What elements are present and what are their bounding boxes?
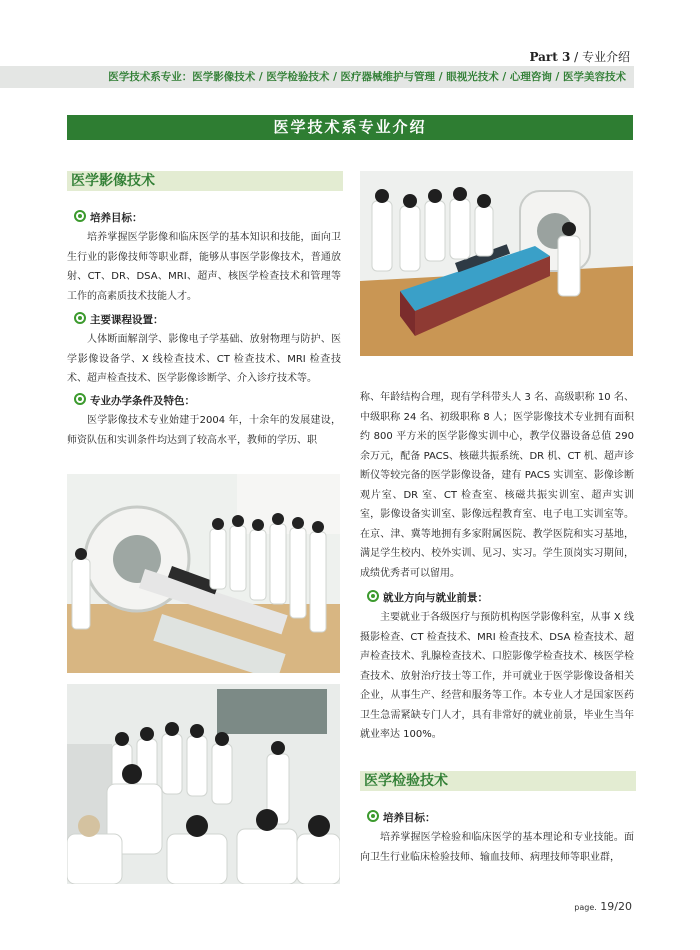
page-prefix: page.: [574, 903, 597, 912]
courses-heading: [74, 312, 164, 327]
lab-goal-heading: [367, 810, 436, 825]
page-number: [574, 900, 632, 913]
majors-bar: [0, 66, 634, 88]
page-number-value: 19/20: [600, 900, 632, 913]
part-label: [529, 48, 630, 65]
bullet-icon: [74, 210, 86, 222]
students-lab-illustration: [67, 684, 340, 884]
bullet-icon: [367, 810, 379, 822]
part-title: / 专业介绍: [574, 50, 630, 64]
goal-heading-text: 培养目标：: [90, 212, 143, 224]
section-title-imaging: 医学影像技术: [67, 171, 343, 191]
conditions-heading: [74, 393, 195, 408]
lab-goal-text: 培养掌握医学检验和临床医学的基本理论和专业技能。面向卫生行业临床检验技师、输血技师、病理技师等职业群，: [360, 832, 634, 863]
bullet-icon: [74, 312, 86, 324]
section-title-lab: 医学检验技术: [360, 771, 636, 791]
bullet-icon: [74, 393, 86, 405]
conditions-text-left: 医学影像技术专业始建于2004 年，十余年的发展建设，师资队伍和实训条件均达到了较高水平，教师的学历、职: [67, 415, 341, 446]
employment-heading-text: 就业方向与就业前景：: [383, 592, 488, 604]
courses-text: 人体断面解剖学、影像电子学基础、放射物理与防护、医学影像设备学、X 线检查技术、CT 检查技术、MRI 检查技术、超声检查技术、医学影像诊断学、介入诊疗技术等。: [67, 334, 341, 384]
part-number: Part 3: [529, 50, 571, 64]
employment-text: 主要就业于各级医疗与预防机构医学影像科室，从事 X 线摄影检查、CT 检查技术、MRI 检查技术、DSA 检查技术、超声检查技术、乳腺检查技术、口腔影像学检查技术、核医学检查技术、放射治疗技士等工作，并可就业于医学影像设备相关企业，从事生产、经营和服务等工作。本专业人才是国家医药卫生急需紧缺专门人才，具有非常好的就业前景，毕业生当年就业率达 100%。: [360, 612, 634, 740]
goal-heading: [74, 210, 143, 225]
conditions-text-right: 称、年龄结构合理，现有学科带头人 3 名、高级职称 10 名、中级职称 24 名、初级职称 8 人；医学影像技术专业拥有面积约 800 平方米的医学影像实训中心，教学仪器设备总值 290 余万元，配备 PACS、核磁共振系统、DR 机、CT 机、超声诊断仪等较完备的医学影像设备，建有 PACS 实训室、影像诊断观片室、DR 室、CT 检查室、核磁共振实训室、超声实训室，影像设备实训室、影像远程教育室、电子电工实训室等。在京、津、冀等地拥有多家附属医院、教学医院和实习基地，满足学生校内、校外实训、见习、实习。学生顶岗实习期间，成绩优秀者可以留用。: [360, 392, 634, 579]
lab-goal-heading-text: 培养目标：: [383, 812, 436, 824]
bullet-icon: [367, 590, 379, 602]
students-lab-photo: [67, 684, 340, 884]
courses-heading-text: 主要课程设置：: [90, 314, 164, 326]
conditions-heading-text: 专业办学条件及特色：: [90, 395, 195, 407]
majors-list: 医学技术系专业：医学影像技术 / 医学检验技术 / 医疗器械维护与管理 / 眼视光技术 / 心理咨询 / 医学美容技术: [108, 71, 626, 83]
goal-text: 培养掌握医学影像和临床医学的基本知识和技能，面向卫生行业的影像技师等职业群，能够从事医学影像技术，普通放射、CT、DR、DSA、MRI、超声、核医学检查技术和管理等工作的高素质技术技能人才。: [67, 232, 341, 302]
ct-lab-photo: [67, 474, 340, 673]
mri-lab-photo: [360, 171, 633, 356]
employment-heading: [367, 590, 488, 605]
ct-lab-illustration: [67, 474, 340, 673]
page-title: 医学技术系专业介绍: [67, 115, 633, 140]
mri-lab-illustration: [360, 171, 633, 356]
